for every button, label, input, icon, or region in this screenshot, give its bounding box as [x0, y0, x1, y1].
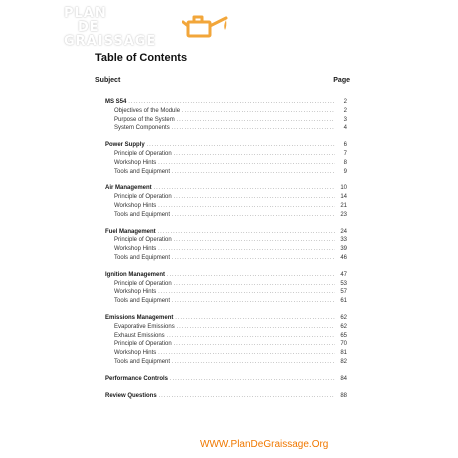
toc-section — [105, 98, 347, 133]
dot-leader — [182, 107, 335, 116]
toc-entry-label: System Components — [114, 125, 170, 132]
toc-entry-label: Tools and Equipment — [114, 254, 171, 261]
dot-leader — [174, 236, 335, 245]
toc-entry-page-number: 70 — [340, 341, 347, 348]
toc-section-title-page-number: 24 — [340, 228, 347, 235]
dot-leader — [158, 288, 335, 297]
toc-entry-label: Principle of Operation — [114, 150, 172, 157]
toc-section-title[interactable] — [105, 271, 347, 280]
toc-entry-page-number: 39 — [340, 246, 347, 253]
dot-leader — [158, 202, 335, 211]
toc-section-title-page-number: 2 — [343, 99, 347, 105]
toc-section-title-label: Emissions Management — [105, 314, 174, 321]
toc-entry-page-number: 81 — [340, 350, 347, 357]
toc-entry[interactable] — [105, 288, 347, 297]
toc-entry[interactable] — [105, 323, 347, 332]
dot-leader — [172, 124, 335, 133]
dot-leader — [172, 211, 335, 220]
dot-leader — [172, 358, 335, 367]
toc-entry-page-number: 21 — [340, 202, 347, 209]
toc-section-title-label: MS S54 — [105, 99, 127, 105]
toc-entry-label: Evaporative Emissions — [114, 323, 175, 330]
dot-leader — [177, 116, 335, 125]
toc-section-title-page-number: 62 — [340, 314, 347, 321]
toc-entry-page-number: 65 — [340, 332, 347, 339]
subject-column-header: Subject — [95, 77, 121, 84]
toc-section-title[interactable] — [105, 228, 347, 237]
toc-section-title-label: Performance Controls — [105, 375, 169, 382]
toc-entry[interactable] — [105, 332, 347, 341]
toc-section-title-label: Power Supply — [105, 142, 145, 149]
toc-entry-page-number: 62 — [340, 323, 347, 330]
toc-entry-label: Tools and Equipment — [114, 168, 171, 175]
toc-entry[interactable] — [105, 168, 347, 177]
page-title: Table of Contents — [95, 52, 188, 64]
toc-entry[interactable] — [105, 107, 347, 116]
dot-leader — [158, 159, 335, 168]
toc-section-title-page-number: 47 — [340, 271, 347, 278]
oil-can-icon — [182, 8, 230, 44]
toc-entry-page-number: 9 — [343, 168, 347, 175]
toc-section-title-page-number: 6 — [343, 142, 347, 149]
dot-leader — [158, 349, 335, 358]
toc-entry-label: Workshop Hints — [114, 159, 157, 166]
toc-entry[interactable] — [105, 245, 347, 254]
toc-entry-label: Tools and Equipment — [114, 298, 171, 305]
watermark-text-graissage: GRAISSAGE — [64, 34, 157, 49]
dot-leader — [174, 280, 335, 289]
dot-leader — [158, 245, 335, 254]
toc-entry[interactable] — [105, 124, 347, 133]
toc-entry-page-number: 33 — [340, 237, 347, 244]
toc-section — [105, 314, 347, 367]
toc-entry-page-number: 14 — [340, 194, 347, 201]
toc-entry-page-number: 57 — [340, 289, 347, 296]
dot-leader — [154, 184, 335, 193]
dot-leader — [177, 323, 335, 332]
toc-entry-label: Principle of Operation — [114, 280, 172, 287]
toc-entry-label: Workshop Hints — [114, 202, 157, 209]
dot-leader — [172, 168, 335, 177]
toc-entry[interactable] — [105, 116, 347, 125]
toc-entry[interactable] — [105, 297, 347, 306]
toc-entry-label: Objectives of the Module — [114, 107, 181, 114]
toc-section — [105, 228, 347, 263]
toc-entry-label: Exhaust Emissions — [114, 332, 165, 339]
toc-entry-page-number: 53 — [340, 280, 347, 287]
toc-entry-label: Tools and Equipment — [114, 211, 171, 218]
dot-leader — [174, 340, 335, 349]
toc-entry[interactable] — [105, 150, 347, 159]
toc-section-title-label: Review Questions — [105, 392, 157, 399]
toc-entry[interactable] — [105, 254, 347, 263]
toc-section-title-page-number: 10 — [340, 185, 347, 192]
toc-section-title-label: Air Management — [105, 185, 152, 192]
toc-entry-page-number: 46 — [340, 254, 347, 261]
toc-section — [105, 375, 347, 384]
toc-entry[interactable] — [105, 202, 347, 211]
dot-leader — [172, 254, 335, 263]
dot-leader — [172, 297, 335, 306]
toc-section-title-page-number: 88 — [340, 392, 347, 399]
toc-entry[interactable] — [105, 349, 347, 358]
toc-section — [105, 392, 347, 401]
toc-entry-label: Workshop Hints — [114, 289, 157, 296]
toc-entry-page-number: 4 — [343, 125, 347, 132]
dot-leader — [175, 314, 335, 323]
toc-section-title[interactable] — [105, 314, 347, 323]
dot-leader — [170, 375, 335, 384]
toc-entry[interactable] — [105, 159, 347, 168]
toc-entry-label: Purpose of the System — [114, 116, 175, 123]
toc-entry[interactable] — [105, 236, 347, 245]
dot-leader — [167, 271, 335, 280]
toc-section-title[interactable] — [105, 141, 347, 150]
toc-entry[interactable] — [105, 280, 347, 289]
toc-entry[interactable] — [105, 193, 347, 202]
toc-section — [105, 141, 347, 176]
toc-entry-label: Workshop Hints — [114, 246, 157, 253]
toc-section-title-label: Ignition Management — [105, 271, 165, 278]
toc-entry-label: Principle of Operation — [114, 194, 172, 201]
toc-entry-label: Principle of Operation — [114, 237, 172, 244]
toc-entry-page-number: 2 — [343, 107, 347, 114]
dot-leader — [158, 228, 335, 237]
toc-entry-page-number: 3 — [343, 116, 347, 123]
dot-leader — [174, 193, 335, 202]
toc-section-title[interactable] — [105, 375, 347, 384]
toc-entry-page-number: 61 — [340, 298, 347, 305]
page-column-header: Page — [333, 77, 350, 84]
watermark-text-plan: PLAN — [64, 6, 107, 21]
dot-leader — [159, 392, 335, 401]
toc-entry[interactable] — [105, 340, 347, 349]
toc-section-title-label: Fuel Management — [105, 228, 156, 235]
toc-entry-page-number: 8 — [343, 159, 347, 166]
table-of-contents — [105, 98, 347, 408]
toc-entry-page-number: 82 — [340, 358, 347, 365]
toc-entry[interactable] — [105, 211, 347, 220]
toc-entry-page-number: 23 — [340, 211, 347, 218]
dot-leader — [167, 332, 335, 341]
toc-entry-page-number: 7 — [343, 150, 347, 157]
dot-leader — [128, 98, 335, 107]
toc-section-title[interactable] — [105, 392, 347, 401]
toc-entry-label: Principle of Operation — [114, 341, 172, 348]
toc-entry-label: Tools and Equipment — [114, 358, 171, 365]
watermark-text-de: DE — [78, 20, 100, 35]
toc-entry[interactable] — [105, 358, 347, 367]
footer-website-url: WWW.PlanDeGraissage.Org — [200, 439, 329, 450]
toc-section — [105, 271, 347, 306]
toc-section-title[interactable] — [105, 98, 347, 107]
toc-section — [105, 184, 347, 219]
toc-section-title[interactable] — [105, 184, 347, 193]
dot-leader — [174, 150, 335, 159]
watermark-logo — [62, 6, 232, 52]
toc-entry-label: Workshop Hints — [114, 350, 157, 357]
toc-section-title-page-number: 84 — [340, 375, 347, 382]
dot-leader — [147, 141, 335, 150]
